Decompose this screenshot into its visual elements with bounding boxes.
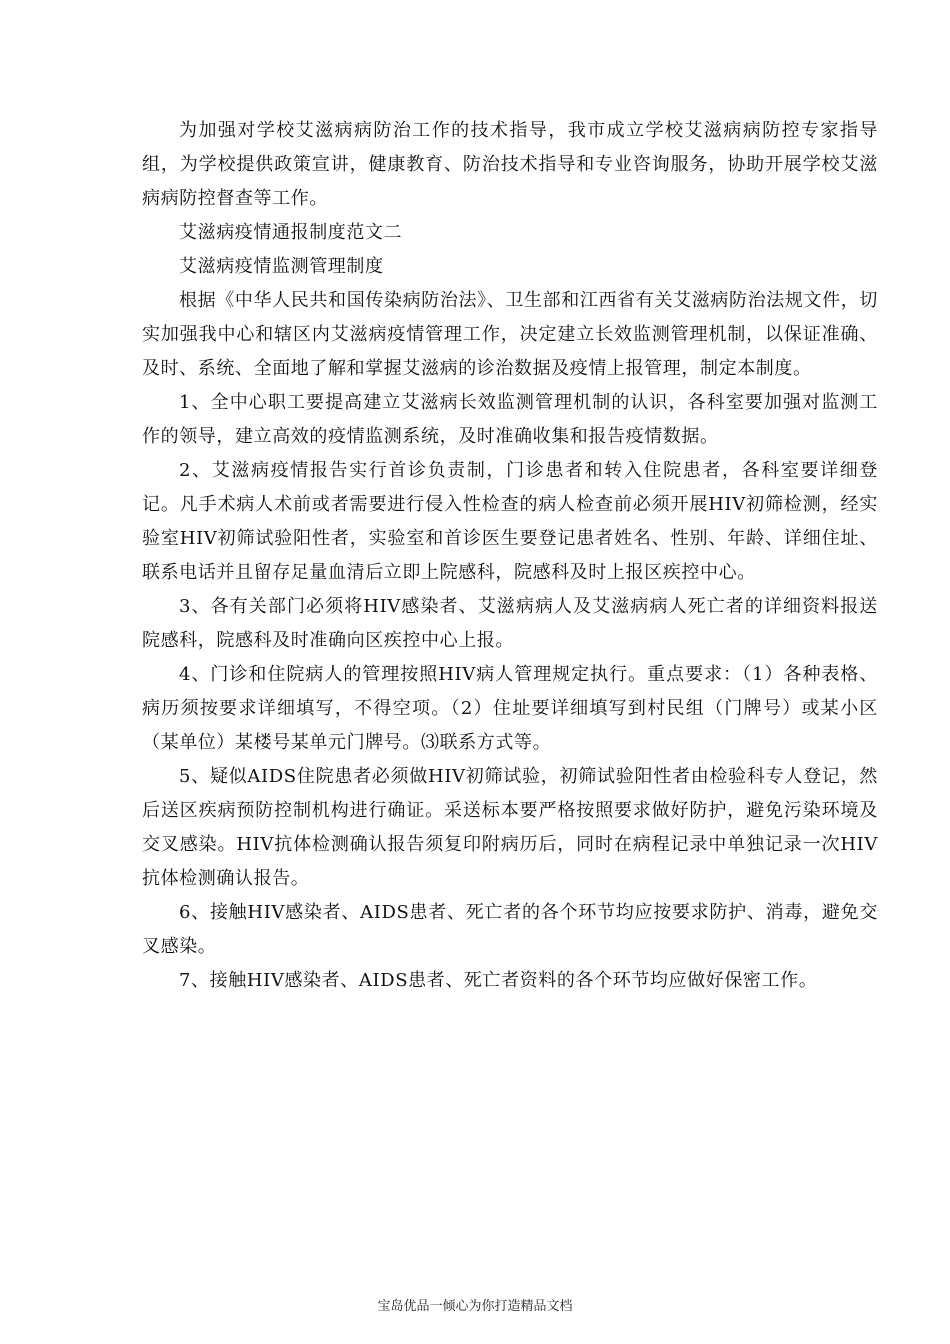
document-body <box>142 114 878 998</box>
paragraph-item-6: 6、接触HIV感染者、AIDS患者、死亡者的各个环节均应按要求防护、消毒，避免交叉感染。 <box>142 902 878 957</box>
paragraph-item-5: 5、疑似AIDS住院患者必须做HIV初筛试验，初筛试验阳性者由检验科专人登记，然后送区疾病预防控制机构进行确证。采送标本要严格按照要求做好防护，避免污染环境及交叉感染。HIV抗体检测确认报告须复印附病历后，同时在病程记录中单独记录一次HIV抗体检测确认报告。 <box>142 766 878 889</box>
paragraph-item-4: 4、门诊和住院病人的管理按照HIV病人管理规定执行。重点要求：（1）各种表格、病历须按要求详细填写，不得空项。（2）住址要详细填写到村民组（门牌号）或某小区（某单位）某楼号某单元门牌号。⑶联系方式等。 <box>142 664 878 753</box>
section-heading-notification: 艾滋病疫情通报制度范文二 <box>179 222 403 243</box>
paragraph-item-1: 1、全中心职工要提高建立艾滋病长效监测管理机制的认识，各科室要加强对监测工作的领导，建立高效的疫情监测系统，及时准确收集和报告疫情数据。 <box>142 392 878 447</box>
section-heading-monitoring: 艾滋病疫情监测管理制度 <box>179 256 384 277</box>
paragraph-item-3: 3、各有关部门必须将HIV感染者、艾滋病病人及艾滋病病人死亡者的详细资料报送院感科，院感科及时准确向区疾控中心上报。 <box>142 596 878 651</box>
page-footer: 宝岛优品一倾心为你打造精品文档 <box>377 1299 573 1314</box>
paragraph-item-7: 7、接触HIV感染者、AIDS患者、死亡者资料的各个环节均应做好保密工作。 <box>179 970 818 991</box>
paragraph-intro: 为加强对学校艾滋病病防治工作的技术指导，我市成立学校艾滋病病防控专家指导组，为学校提供政策宣讲，健康教育、防治技术指导和专业咨询服务，协助开展学校艾滋病病防控督查等工作。 <box>142 120 878 209</box>
paragraph-basis: 根据《中华人民共和国传染病防治法》、卫生部和江西省有关艾滋病防治法规文件，切实加强我中心和辖区内艾滋病疫情管理工作，决定建立长效监测管理机制，以保证准确、及时、系统、全面地了解和掌握艾滋病的诊治数据及疫情上报管理，制定本制度。 <box>142 290 878 379</box>
paragraph-item-2: 2、艾滋病疫情报告实行首诊负责制，门诊患者和转入住院患者，各科室要详细登记。凡手术病人术前或者需要进行侵入性检查的病人检查前必须开展HIV初筛检测，经实验室HIV初筛试验阳性者，实验室和首诊医生要登记患者姓名、性别、年龄、详细住址、联系电话并且留存足量血清后立即上院感科，院感科及时上报区疾控中心。 <box>142 460 878 583</box>
